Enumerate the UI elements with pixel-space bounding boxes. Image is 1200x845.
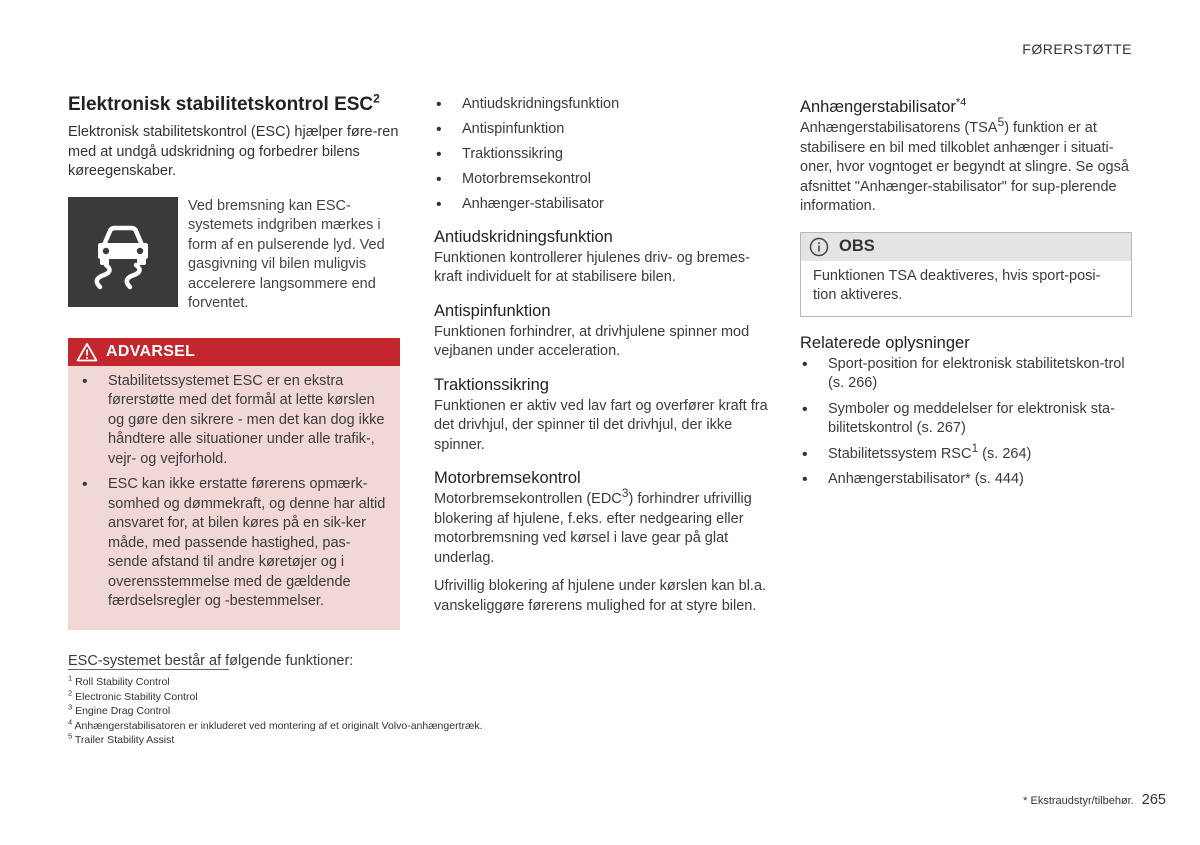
tsa-text: Anhængerstabilisatorens (TSA$^5$) funktion er at stabilisere en bil med tilkoblet anhænger i situati-oner, hvor vogntoget er begyndt at slingre. Se også afsnittet "Anhænger-stabilisator" for sup-plerende information. bbox=[800, 115, 1129, 214]
footnote: $^1$ Roll Stability Control bbox=[68, 673, 170, 688]
warning-header bbox=[68, 338, 400, 366]
obs-header bbox=[801, 233, 1131, 261]
warning-triangle-icon bbox=[76, 342, 98, 362]
warning-item: • ESC kan ikke erstatte førerens opmærk-somhed og dømmekraft, og denne har altid ansvaret for, at bilen køres på en sik-ker måde, med passende hastighed, pas-sende afstand til andre køretøjer og i overensstemmelse med de gældende færdselsregler og -bestemmelser. bbox=[82, 475, 388, 612]
section-text: Funktionen forhindrer, at drivhjulene spinner mod vejbanen under acceleration. bbox=[434, 323, 750, 359]
footnote: $^2$ Electronic Stability Control bbox=[68, 688, 198, 703]
section-heading: Antiudskridningsfunktion bbox=[434, 227, 613, 246]
section-text: Funktionen er aktiv ved lav fart og overfører kraft fra det drivhjul, der spinner til det drivhjul, der ikke spinner. bbox=[434, 397, 768, 453]
page-footer bbox=[1023, 792, 1166, 808]
list-item: • Antiudskridningsfunktion bbox=[434, 95, 768, 115]
related-heading: Relaterede oplysninger bbox=[800, 333, 970, 352]
section-header: FØRERSTØTTE bbox=[1022, 41, 1132, 57]
warning-item: • Stabilitetssystemet ESC er en ekstra førerstøtte med det formål at lette kørslen og gøre den sikrere - men det kan dog ikke håndtere alle situationer under alle trafik-, vejr- og vejforhold. bbox=[82, 372, 388, 470]
section-motorbremse bbox=[434, 468, 768, 616]
footnotes bbox=[68, 675, 483, 748]
column-middle bbox=[434, 93, 768, 629]
info-icon bbox=[809, 237, 829, 257]
warning-list bbox=[68, 366, 400, 612]
section-antiudskridning bbox=[434, 227, 768, 288]
section-heading: Anhængerstabilisator$^{*4}$ bbox=[800, 96, 967, 116]
section-heading: Antispinfunktion bbox=[434, 301, 551, 320]
section-text: Motorbremsekontrollen (EDC$^3$) forhindrer ufrivillig blokering af hjulene, f.eks. efter nedgearing eller motorbremsning ved kørsel i lave gear på glat underlag. bbox=[434, 486, 752, 566]
section-text-2: Ufrivillig blokering af hjulene under kørslen kan bl.a. vanskeliggøre førerens mulighed for at styre bilen. bbox=[434, 578, 767, 614]
list-item: • Traktionssikring bbox=[434, 145, 768, 165]
list-item: • Anhænger-stabilisator bbox=[434, 195, 768, 215]
footnote: $^3$ Engine Drag Control bbox=[68, 702, 171, 717]
section-traktion bbox=[434, 375, 768, 456]
footnote: $^5$ Trailer Stability Assist bbox=[68, 731, 175, 746]
related-link[interactable]: • Anhængerstabilisator* (s. 444) bbox=[800, 470, 1132, 490]
column-left bbox=[68, 93, 400, 671]
section-antispin bbox=[434, 301, 768, 362]
footnote-divider bbox=[68, 669, 229, 670]
related-link[interactable]: • Stabilitetssystem RSC$^1$ (s. 264) bbox=[800, 445, 1132, 465]
page-number: 265 bbox=[1141, 792, 1166, 808]
icon-row bbox=[68, 197, 400, 314]
functions-intro: ESC-systemet består af følgende funktioner: bbox=[68, 652, 354, 669]
footnote: $^4$ Anhængerstabilisatoren er inkluderet ved montering af et originalt Volvo-anhængertræk. bbox=[68, 717, 483, 732]
page-title: Elektronisk stabilitetskontrol ESC$^2$ bbox=[68, 91, 380, 115]
list-item: • Antispinfunktion bbox=[434, 120, 768, 140]
column-right bbox=[800, 97, 1132, 496]
section-text: Funktionen kontrollerer hjulenes driv- og bremes-kraft individuelt for at stabilisere bilen. bbox=[434, 249, 750, 285]
obs-label: OBS bbox=[839, 236, 875, 255]
related-link[interactable]: • Symboler og meddelelser for elektronisk sta-bilitetskontrol (s. 267) bbox=[800, 400, 1132, 439]
icon-description: Ved bremsning kan ESC-systemets indgriben mærkes i form af en pulserende lyd. Ved gasgivning vil bilen muligvis accelerere langsommere end forventet. bbox=[188, 197, 385, 311]
warning-box bbox=[68, 338, 400, 630]
obs-text: Funktionen TSA deaktiveres, hvis sport-posi-tion aktiveres. bbox=[813, 267, 1101, 303]
warning-label: ADVARSEL bbox=[106, 342, 196, 360]
accessory-note: * Ekstraudstyr/tilbehør. bbox=[1023, 795, 1134, 807]
esc-skid-car-icon bbox=[68, 197, 178, 307]
related-list bbox=[800, 355, 1132, 490]
list-item: • Motorbremsekontrol bbox=[434, 170, 768, 190]
obs-box bbox=[800, 232, 1132, 317]
intro-paragraph: Elektronisk stabilitetskontrol (ESC) hjælper føre-ren med at undgå udskridning og forbedrer bilens køreegenskaber. bbox=[68, 124, 399, 179]
function-list bbox=[434, 95, 768, 215]
section-heading: Traktionssikring bbox=[434, 375, 549, 394]
related-link[interactable]: • Sport-position for elektronisk stabilitetskon-trol (s. 266) bbox=[800, 355, 1132, 394]
section-heading: Motorbremsekontrol bbox=[434, 469, 581, 487]
